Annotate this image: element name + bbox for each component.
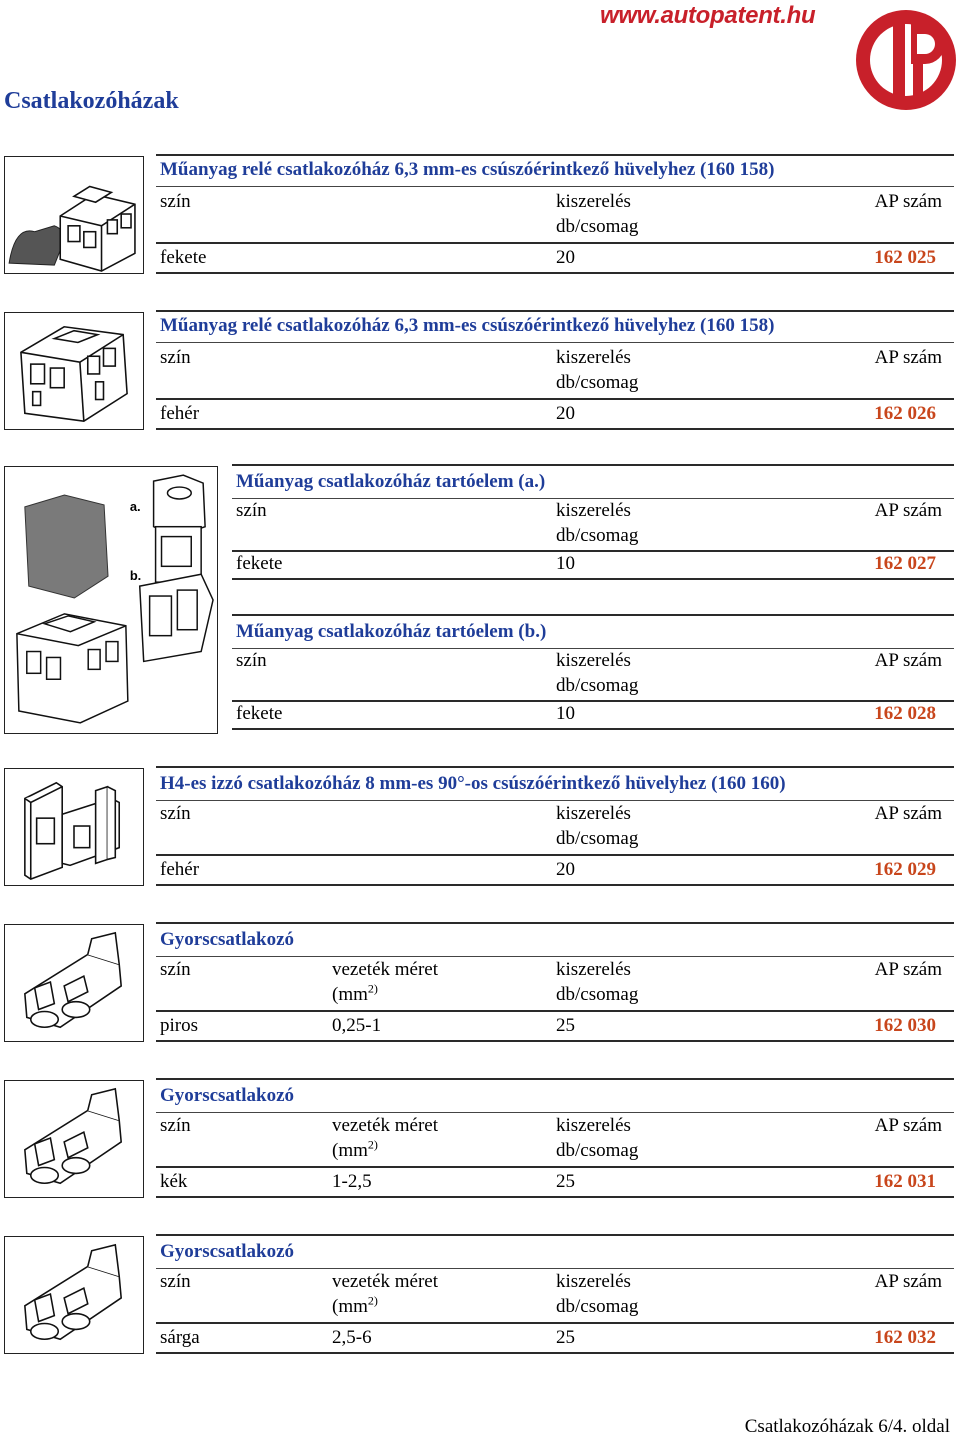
label-packaging-unit: db/csomag	[556, 984, 639, 1005]
label-packaging: kiszerelés	[556, 500, 631, 521]
label-packaging-unit: db/csomag	[556, 525, 639, 546]
product-qty: 25	[556, 1015, 575, 1036]
product-image-holder-a-b	[4, 466, 218, 734]
label-ap-number: AP szám	[874, 347, 942, 368]
site-url: www.autopatent.hu	[600, 2, 816, 29]
product-block	[156, 1234, 954, 1354]
product-image-h4-housing	[4, 768, 144, 886]
product-code: 162 025	[874, 247, 936, 268]
product-qty: 20	[556, 859, 575, 880]
label-color: szín	[160, 1115, 191, 1136]
label-color: szín	[160, 1271, 191, 1292]
product-color: kék	[160, 1171, 188, 1192]
label-ap-number: AP szám	[874, 1115, 942, 1136]
product-title: Műanyag relé csatlakozóház 6,3 mm-es csúszóérintkező hüvelyhez (160 158)	[160, 159, 775, 180]
product-title: Műanyag relé csatlakozóház 6,3 mm-es csúszóérintkező hüvelyhez (160 158)	[160, 315, 775, 336]
label-packaging: kiszerelés	[556, 959, 631, 980]
label-ap-number: AP szám	[874, 650, 942, 671]
label-ap-number: AP szám	[874, 803, 942, 824]
product-code: 162 028	[874, 703, 936, 724]
holder-label-b: b.	[129, 568, 142, 584]
label-packaging-unit: db/csomag	[556, 1296, 639, 1317]
label-ap-number: AP szám	[874, 191, 942, 212]
product-block	[156, 154, 954, 274]
product-qty: 20	[556, 247, 575, 268]
product-wire-size: 1-2,5	[332, 1171, 372, 1192]
label-packaging: kiszerelés	[556, 650, 631, 671]
product-wire-size: 2,5-6	[332, 1327, 372, 1348]
label-packaging: kiszerelés	[556, 803, 631, 824]
product-code: 162 029	[874, 859, 936, 880]
label-packaging-unit: db/csomag	[556, 675, 639, 696]
label-ap-number: AP szám	[874, 500, 942, 521]
product-qty: 10	[556, 703, 575, 724]
holder-label-a: a.	[129, 498, 141, 514]
product-title: Gyorscsatlakozó	[160, 1085, 295, 1106]
label-packaging: kiszerelés	[556, 347, 631, 368]
product-color: fehér	[160, 859, 200, 880]
product-code: 162 031	[874, 1171, 936, 1192]
label-packaging: kiszerelés	[556, 1271, 631, 1292]
product-code: 162 030	[874, 1015, 936, 1036]
label-color: szín	[236, 650, 267, 671]
label-wire-size-unit: ($mm^{2)}$	[332, 981, 378, 1005]
label-color: szín	[160, 959, 191, 980]
label-color: szín	[160, 191, 191, 212]
product-color: fekete	[236, 553, 283, 574]
label-color: szín	[236, 500, 267, 521]
product-block	[156, 310, 954, 430]
product-image-quick-connector-yellow	[4, 1236, 144, 1354]
product-block	[156, 1078, 954, 1198]
page-footer: Csatlakozóházak 6/4. oldal	[744, 1416, 950, 1437]
product-title: Gyorscsatlakozó	[160, 929, 295, 950]
product-title: Műanyag csatlakozóház tartóelem (b.)	[236, 621, 547, 642]
product-qty: 25	[556, 1327, 575, 1348]
label-wire-size-unit: ($mm^{2)}$	[332, 1293, 378, 1317]
label-packaging-unit: db/csomag	[556, 372, 639, 393]
label-wire-size: vezeték méret	[332, 959, 439, 980]
product-title: Gyorscsatlakozó	[160, 1241, 295, 1262]
product-color: sárga	[160, 1327, 200, 1348]
label-ap-number: AP szám	[874, 959, 942, 980]
label-packaging: kiszerelés	[556, 191, 631, 212]
product-color: fekete	[160, 247, 207, 268]
product-title: H4-es izzó csatlakozóház 8 mm-es 90°-os csúszóérintkező hüvelyhez (160 160)	[160, 773, 786, 794]
product-code: 162 027	[874, 553, 936, 574]
label-packaging-unit: db/csomag	[556, 828, 639, 849]
product-block	[232, 614, 954, 732]
label-color: szín	[160, 803, 191, 824]
label-wire-size-unit: ($mm^{2)}$	[332, 1137, 378, 1161]
product-block	[232, 464, 954, 582]
product-qty: 25	[556, 1171, 575, 1192]
product-image-relay-housing-black	[4, 156, 144, 274]
product-qty: 20	[556, 403, 575, 424]
product-wire-size: 0,25-1	[332, 1015, 382, 1036]
label-ap-number: AP szám	[874, 1271, 942, 1292]
product-image-relay-housing-white	[4, 312, 144, 430]
product-block	[156, 922, 954, 1042]
product-image-quick-connector-red	[4, 924, 144, 1042]
product-image-quick-connector-blue	[4, 1080, 144, 1198]
product-code: 162 032	[874, 1327, 936, 1348]
page-title: Csatlakozóházak	[4, 88, 179, 114]
label-packaging: kiszerelés	[556, 1115, 631, 1136]
product-code: 162 026	[874, 403, 936, 424]
label-color: szín	[160, 347, 191, 368]
label-wire-size: vezeték méret	[332, 1115, 439, 1136]
autopatent-logo	[853, 2, 959, 114]
label-packaging-unit: db/csomag	[556, 216, 639, 237]
product-title: Műanyag csatlakozóház tartóelem (a.)	[236, 471, 546, 492]
label-packaging-unit: db/csomag	[556, 1140, 639, 1161]
product-color: fekete	[236, 703, 283, 724]
product-block	[156, 766, 954, 886]
product-qty: 10	[556, 553, 575, 574]
product-color: fehér	[160, 403, 200, 424]
product-color: piros	[160, 1015, 198, 1036]
label-wire-size: vezeték méret	[332, 1271, 439, 1292]
